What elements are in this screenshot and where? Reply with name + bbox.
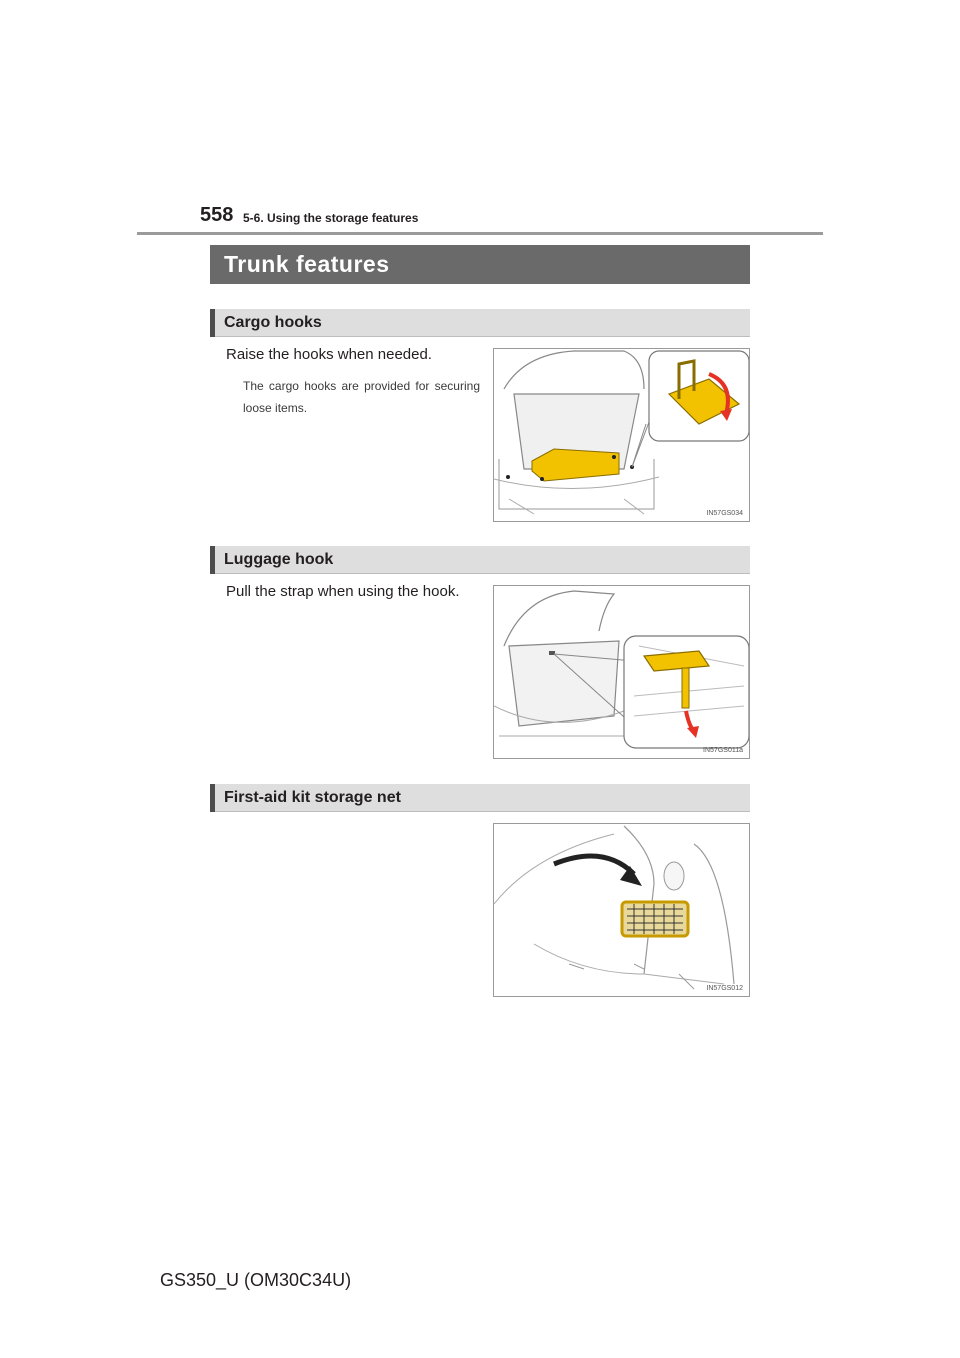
section-reference: 5-6. Using the storage features (243, 211, 419, 225)
header-rule (137, 232, 823, 235)
cargo-hooks-heading-bar (210, 309, 750, 337)
luggage-hook-heading: Luggage hook (224, 551, 334, 568)
page-title: Trunk features (210, 245, 750, 284)
luggage-hook-heading-bar (210, 546, 750, 574)
cargo-hooks-instruction: Raise the hooks when needed. (226, 346, 432, 363)
cargo-hooks-heading: Cargo hooks (224, 314, 322, 331)
page-number: 558 (200, 204, 234, 226)
cargo-hooks-illustration (494, 349, 750, 522)
luggage-hook-illustration (494, 586, 750, 759)
figure-code: IN57GS011a (703, 747, 743, 754)
heading-marker (210, 546, 215, 574)
cargo-hooks-figure (493, 348, 750, 522)
first-aid-net-figure (493, 823, 750, 997)
figure-code: IN57GS012 (706, 985, 743, 992)
first-aid-net-heading-bar (210, 784, 750, 812)
luggage-hook-figure (493, 585, 750, 759)
first-aid-net-illustration (494, 824, 750, 997)
figure-code: IN57GS034 (706, 510, 743, 517)
cargo-hooks-note: The cargo hooks are provided for securing loose items. (243, 379, 480, 415)
luggage-hook-instruction: Pull the strap when using the hook. (226, 583, 460, 600)
footer-model-code: GS350_U (OM30C34U) (160, 1270, 352, 1290)
heading-marker (210, 784, 215, 812)
first-aid-net-heading: First-aid kit storage net (224, 789, 401, 806)
heading-marker (210, 309, 215, 337)
